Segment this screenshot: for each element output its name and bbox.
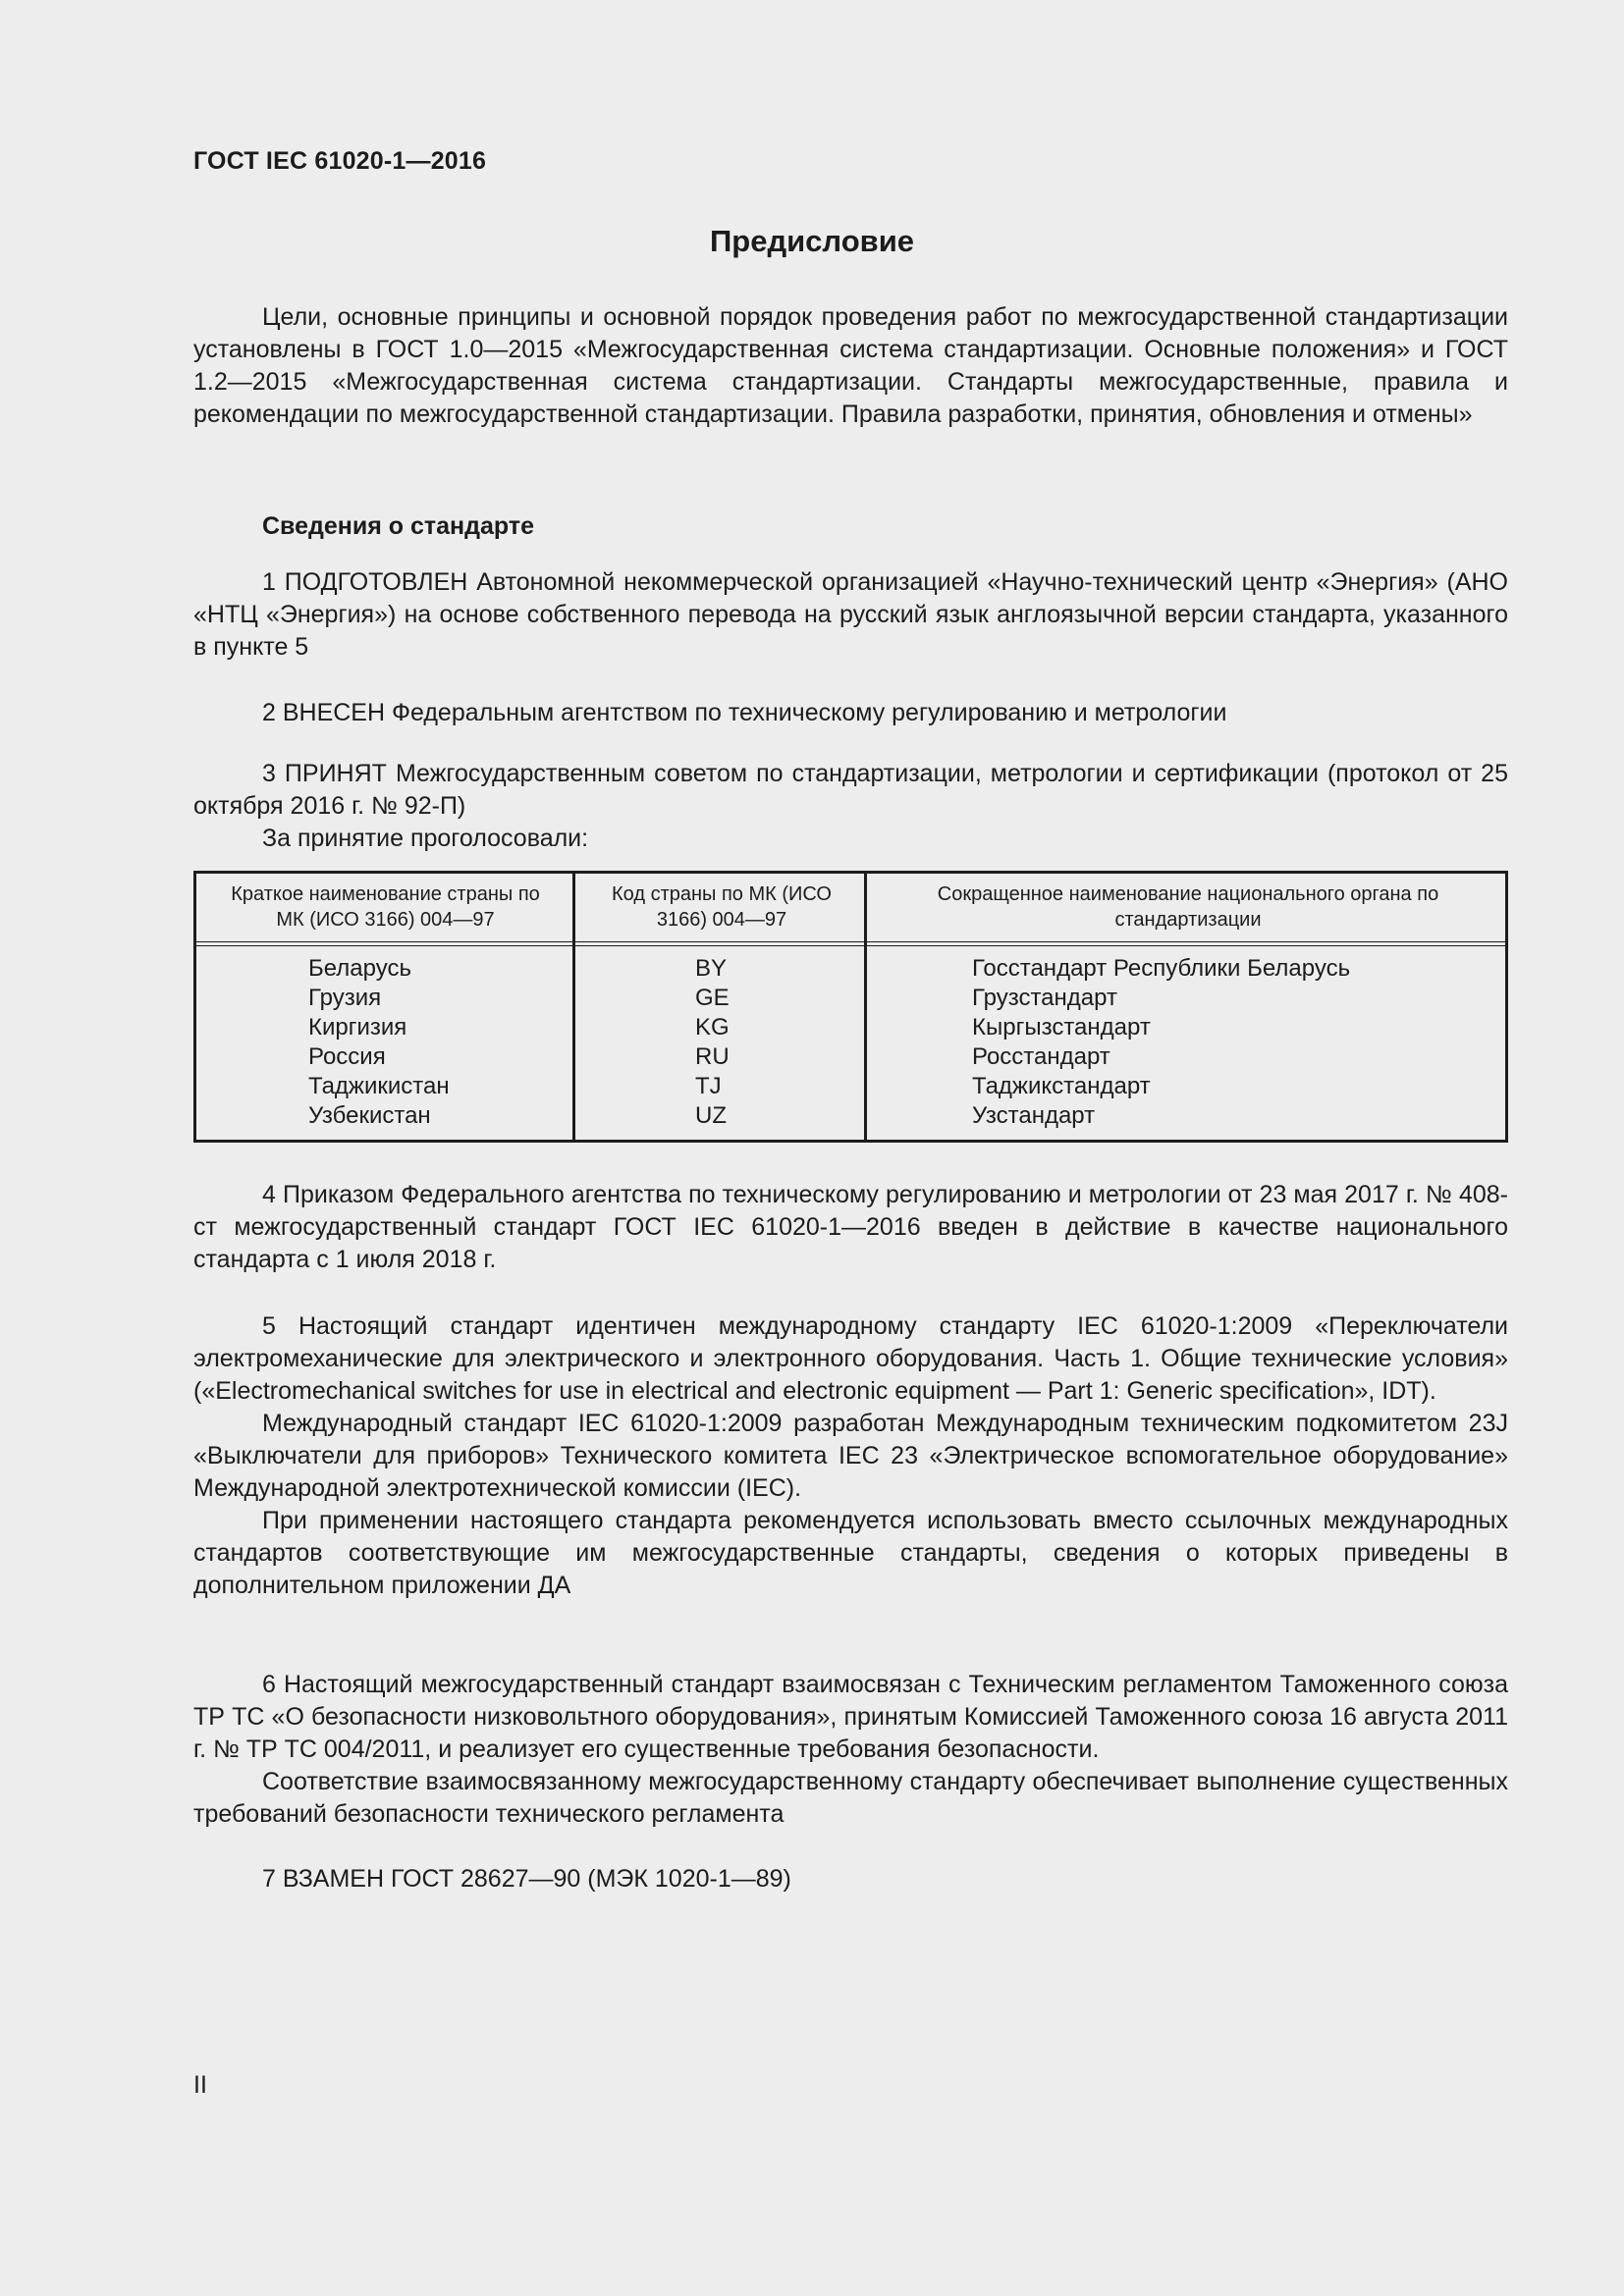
item-5-paragraph-2: Международный стандарт IEC 61020-1:2009 разработан Международным техническим подкомитетом 23J «Выключатели для приборов» Технического комитета IEC 23 «Электрическое вспомогательное оборудование» Международной электротехнической комиссии (IEC). — [193, 1410, 1508, 1502]
table-header-country: Краткое наименование страны по МК (ИСО 3166) 004—97 — [231, 883, 540, 931]
table-column-code — [695, 954, 730, 1131]
document-code: ГОСТ IEC 61020-1—2016 — [193, 147, 487, 175]
intro-block — [193, 301, 1508, 431]
table-column-body — [972, 954, 1350, 1131]
item-4: 4 Приказом Федерального агентства по техническому регулированию и метрологии от 23 мая 2017 г. № 408-ст межгосударственный стандарт ГОСТ IEC 61020-1—2016 введен в действие в качестве национального стандарта с 1 июля 2018 г. — [193, 1181, 1508, 1273]
section-heading: Сведения о стандарте — [262, 512, 535, 540]
table-cell-body: Грузстандарт — [972, 985, 1117, 1011]
item-5-paragraph-3: При применении настоящего стандарта рекомендуется использовать вместо ссылочных международных стандартов соответствующие им межгосударственные стандарты, сведения о которых приведены в дополнительном приложении ДА — [193, 1507, 1508, 1599]
table-cell-code: KG — [695, 1014, 730, 1041]
table-cell-country: Киргизия — [308, 1014, 407, 1041]
table-cell-body: Росстандарт — [972, 1043, 1110, 1070]
item-6-paragraph-2: Соответствие взаимосвязанному межгосударственному стандарту обеспечивает выполнение существенных требований безопасности технического регламента — [193, 1768, 1508, 1828]
table-cell-code: BY — [695, 955, 728, 982]
table-header-code: Код страны по МК (ИСО 3166) 004—97 — [612, 883, 832, 931]
intro-paragraph: Цели, основные принципы и основной порядок проведения работ по межгосударственной стандартизации установлены в ГОСТ 1.0—2015 «Межгосударственная система стандартизации. Основные положения» и ГОСТ 1.2—2015 «Межгосударственная система стандартизации. Стандарты межгосударственные, правила и рекомендации по межгосударственной стандартизации. Правила разработки, принятия, обновления и отмены» — [193, 303, 1508, 428]
table-cell-body: Кыргызстандарт — [972, 1014, 1151, 1041]
table-column-country — [308, 954, 450, 1131]
item-7-block — [193, 1863, 1508, 1896]
item-3-block — [193, 758, 1508, 855]
table-divider — [864, 874, 867, 1140]
table-cell-country: Беларусь — [308, 955, 411, 982]
table-cell-code: UZ — [695, 1102, 727, 1129]
item-6-block — [193, 1669, 1508, 1831]
page-title: Предисловие — [709, 224, 914, 258]
table-cell-body: Таджикстандарт — [972, 1073, 1151, 1099]
table-cell-country: Грузия — [308, 985, 382, 1011]
item-1: 1 ПОДГОТОВЛЕН Автономной некоммерческой организацией «Научно-технический центр «Энергия» (АНО «НТЦ «Энергия») на основе собственного перевода на русский язык англоязычной версии стандарта, указанного в пункте 5 — [193, 568, 1508, 661]
table-divider — [196, 945, 1505, 946]
table-cell-body: Госстандарт Республики Беларусь — [972, 955, 1351, 982]
table-cell-country: Россия — [308, 1043, 386, 1070]
table-cell-code: TJ — [695, 1073, 722, 1099]
item-2-block — [193, 697, 1508, 729]
vote-table — [193, 871, 1508, 1143]
table-cell-country: Таджикистан — [308, 1073, 450, 1099]
page-number: II — [193, 2071, 207, 2099]
table-cell-country: Узбекистан — [308, 1102, 431, 1129]
item-2: 2 ВНЕСЕН Федеральным агентством по техническому регулированию и метрологии — [262, 699, 1227, 726]
item-7: 7 ВЗАМЕН ГОСТ 28627—90 (МЭК 1020-1—89) — [262, 1865, 791, 1893]
item-5-block — [193, 1310, 1508, 1602]
table-divider — [196, 941, 1505, 942]
table-cell-code: GE — [695, 985, 730, 1011]
item-1-block — [193, 566, 1508, 664]
table-cell-body: Узстандарт — [972, 1102, 1096, 1129]
item-4-block — [193, 1179, 1508, 1276]
table-header-body: Сокращенное наименование национального органа по стандартизации — [937, 883, 1439, 931]
item-6: 6 Настоящий межгосударственный стандарт взаимосвязан с Техническим регламентом Таможенного союза ТР ТС «О безопасности низковольтного оборудования», принятым Комиссией Таможенного союза 16 августа 2011 г. № ТР ТС 004/2011, и реализует его существенные требования безопасности. — [193, 1671, 1508, 1763]
item-3-vote-label: За принятие проголосовали: — [262, 825, 589, 852]
table-divider — [572, 874, 575, 1140]
item-3: 3 ПРИНЯТ Межгосударственным советом по стандартизации, метрологии и сертификации (протокол от 25 октября 2016 г. № 92-П) — [193, 760, 1508, 820]
item-5: 5 Настоящий стандарт идентичен международному стандарту IEC 61020-1:2009 «Переключатели электромеханические для электрического и электронного оборудования. Часть 1. Общие технические условия» («Electromechanical switches for use in electrical and electronic equipment — Part 1: Generic specification», IDT). — [193, 1312, 1508, 1405]
table-cell-code: RU — [695, 1043, 730, 1070]
